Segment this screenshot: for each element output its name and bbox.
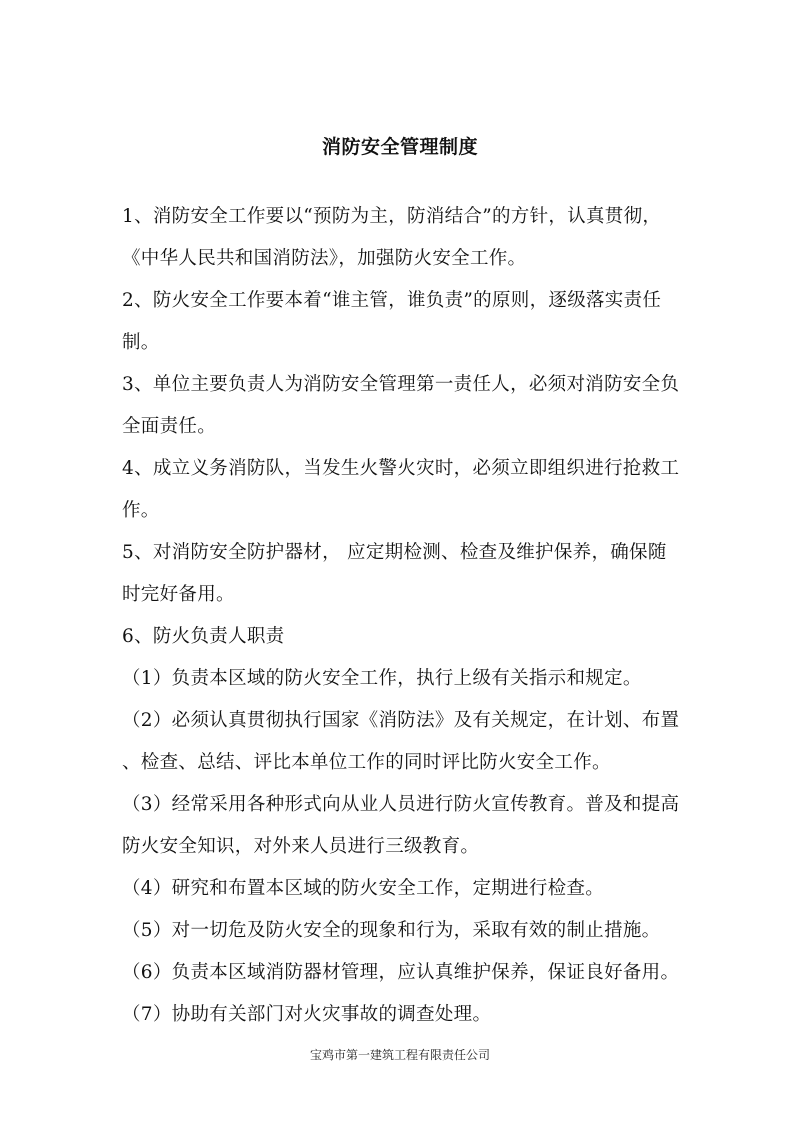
text-line: 全面责任。 — [122, 416, 217, 437]
text-line: 2、防火安全工作要本着“谁主管，谁负责”的原则，逐级落实责任 — [122, 290, 662, 311]
text-line: （4）研究和布置本区域的防火安全工作，定期进行检查。 — [122, 878, 605, 899]
footer-company-name: 宝鸡市第一建筑工程有限责任公司 — [309, 1048, 490, 1062]
document-title: 消防安全管理制度 — [321, 136, 478, 158]
text-line: （6）负责本区域消防器材管理，应认真维护保养，保证良好备用。 — [122, 962, 680, 983]
text-line: 4、成立义务消防队，当发生火警火灾时，必须立即组织进行抢救工 — [122, 458, 680, 479]
text-line: 制。 — [122, 332, 160, 353]
text-line: 防火安全知识，对外来人员进行三级教育。 — [122, 836, 480, 857]
text-line: （5）对一切危及防火安全的现象和行为，采取有效的制止措施。 — [122, 920, 661, 941]
text-line: 5、对消防安全防护器材， 应定期检测、检查及维护保养，确保随 — [122, 542, 667, 563]
text-line: （1）负责本区域的防火安全工作，执行上级有关指示和规定。 — [122, 668, 642, 689]
text-line: 《中华人民共和国消防法》，加强防火安全工作。 — [122, 248, 527, 269]
text-line: 时完好备用。 — [122, 584, 235, 605]
document-body — [122, 196, 682, 1036]
text-line: 1、消防安全工作要以“预防为主，防消结合”的方针，认真贯彻， — [122, 206, 662, 227]
text-line: 3、单位主要负责人为消防安全管理第一责任人，必须对消防安全负 — [122, 374, 680, 395]
text-line: 作。 — [122, 500, 160, 521]
text-line: （7）协助有关部门对火灾事故的调查处理。 — [122, 1004, 492, 1025]
text-line: （3）经常采用各种形式向从业人员进行防火宣传教育。普及和提高 — [122, 794, 680, 815]
text-line: （2）必须认真贯彻执行国家《消防法》及有关规定，在计划、布置 — [122, 710, 680, 731]
text-line: 6、防火负责人职责 — [122, 626, 285, 647]
text-line: 、检查、总结、评比本单位工作的同时评比防火安全工作。 — [122, 752, 611, 773]
